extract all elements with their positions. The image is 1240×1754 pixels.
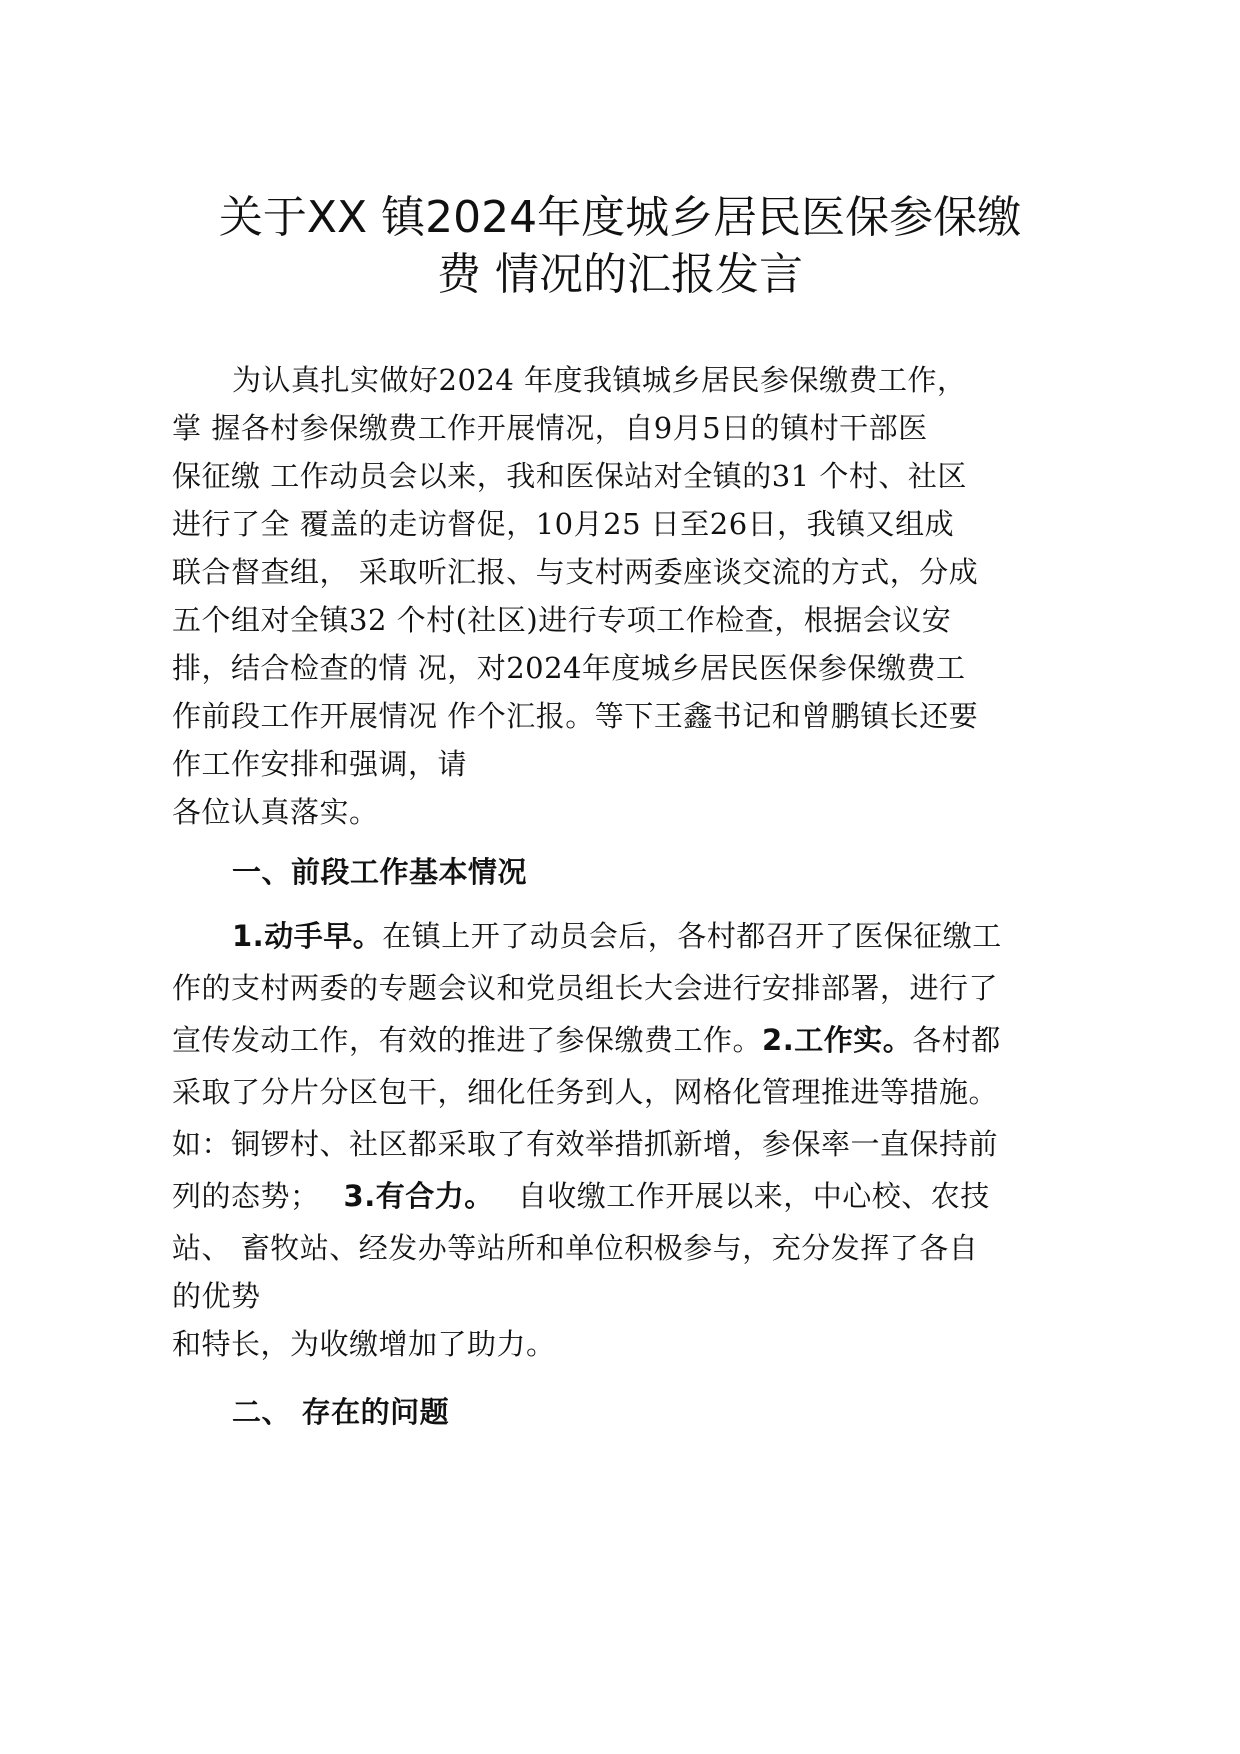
section-1-line: 如：铜锣村、社区都采取了有效举措抓新增，参保率一直保持前 xyxy=(172,1127,999,1161)
section-1-heading: 一、前段工作基本情况 xyxy=(232,855,528,889)
item-1-label: 1.动手早。 xyxy=(232,919,383,953)
intro-line: 保征缴 工作动员会以来，我和医保站对全镇的31 个村、社区 xyxy=(172,459,967,493)
item-2-label: 2.工作实。 xyxy=(762,1023,913,1057)
section-1-line: 采取了分片分区包干，细化任务到人，网格化管理推进等措施。 xyxy=(172,1075,999,1109)
line-text: 列的态势； xyxy=(172,1179,320,1213)
intro-line: 进行了全 覆盖的走访督促，10月25 日至26日，我镇又组成 xyxy=(172,507,955,541)
intro-line: 作工作安排和强调，请 xyxy=(172,747,468,781)
section-1-line xyxy=(172,1020,1001,1060)
item-1-text: 在镇上开了动员会后，各村都召开了医保征缴工 xyxy=(382,919,1002,953)
section-1-line: 和特长，为收缴增加了助力。 xyxy=(172,1327,556,1361)
intro-line: 各位认真落实。 xyxy=(172,795,379,829)
intro-line: 排，结合检查的情 况，对2024年度城乡居民医保参保缴费工 xyxy=(172,651,966,685)
document-title-line-1: 关于XX 镇2024年度城乡居民医保参保缴 xyxy=(218,192,1022,243)
line-text: 自收缴工作开展以来，中心校、农技 xyxy=(517,1179,990,1213)
intro-line: 五个组对全镇32 个村(社区)进行专项工作检查，根据会议安 xyxy=(172,603,952,637)
section-1-line xyxy=(172,1176,990,1216)
line-text: 各村都 xyxy=(912,1023,1001,1057)
section-1-line xyxy=(232,916,1002,956)
section-1-line: 的优势 xyxy=(172,1279,261,1313)
intro-line: 为认真扎实做好2024 年度我镇城乡居民参保缴费工作， xyxy=(232,363,967,397)
section-2-heading: 二、 存在的问题 xyxy=(232,1395,450,1429)
document-title-line-2: 费 情况的汇报发言 xyxy=(437,249,803,300)
intro-line: 掌 握各村参保缴费工作开展情况，自9月5日的镇村干部医 xyxy=(172,411,928,445)
section-1-line: 站、 畜牧站、经发办等站所和单位积极参与，充分发挥了各自 xyxy=(172,1231,979,1265)
item-3-label: 3.有合力。 xyxy=(343,1179,494,1213)
intro-line: 作前段工作开展情况 作个汇报。等下王鑫书记和曾鹏镇长还要 xyxy=(172,699,979,733)
intro-line: 联合督查组， 采取听汇报、与支村两委座谈交流的方式，分成 xyxy=(172,555,979,589)
section-1-line: 作的支村两委的专题会议和党员组长大会进行安排部署，进行了 xyxy=(172,971,999,1005)
line-text: 宣传发动工作，有效的推进了参保缴费工作。 xyxy=(172,1023,763,1057)
